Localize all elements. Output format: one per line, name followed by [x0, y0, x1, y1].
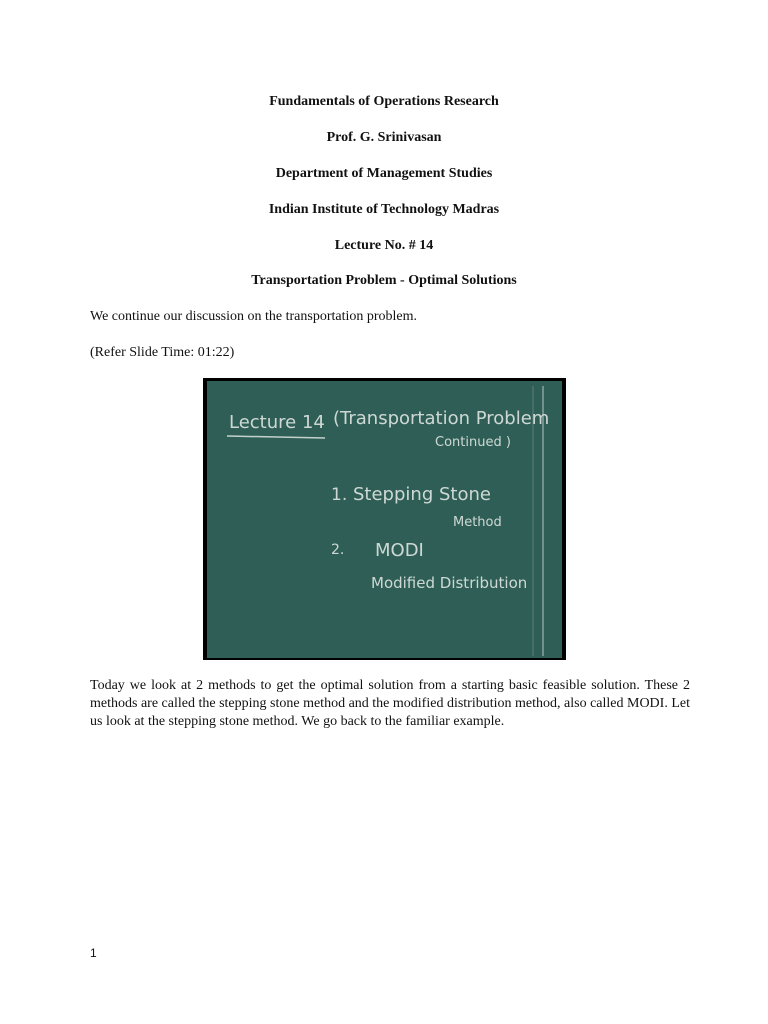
slide-item1-line1: Stepping Stone: [353, 484, 491, 505]
slide-item2-line1: MODI: [375, 540, 424, 561]
slide-item2-number: 2.: [331, 542, 345, 558]
slide-title-text: (Transportation Problem: [333, 408, 550, 429]
lecture-number: Lecture No. # 14: [334, 238, 434, 253]
lecture-topic: Transportation Problem - Optimal Solutions: [251, 273, 517, 288]
slide-continued-text: Continued ): [435, 435, 511, 450]
slide-lecture-label: Lecture 14: [229, 412, 325, 433]
course-title: Fundamentals of Operations Research: [269, 94, 499, 109]
blackboard-svg: [203, 378, 566, 660]
slide-reference: (Refer Slide Time: 01:22): [90, 345, 235, 360]
slide-item2-line2: Modified Distribution: [371, 574, 528, 592]
page-number: 1: [90, 946, 97, 960]
professor-name: Prof. G. Srinivasan: [326, 130, 442, 145]
slide-item1-line2: Method: [453, 515, 502, 530]
slide-item1-number: 1.: [331, 485, 348, 505]
blackboard-slide-image: [203, 378, 566, 660]
department-name: Department of Management Studies: [275, 166, 493, 181]
intro-paragraph: We continue our discussion on the transportation problem.: [90, 309, 418, 324]
institute-name: Indian Institute of Technology Madras: [268, 202, 500, 217]
body-paragraph: Today we look at 2 methods to get the optimal solution from a starting basic feasible solution. These 2 methods are called the stepping stone method and the modified distribution method, also called MODI. Let us look at the stepping stone method. We go back to the familiar example.: [90, 678, 690, 729]
